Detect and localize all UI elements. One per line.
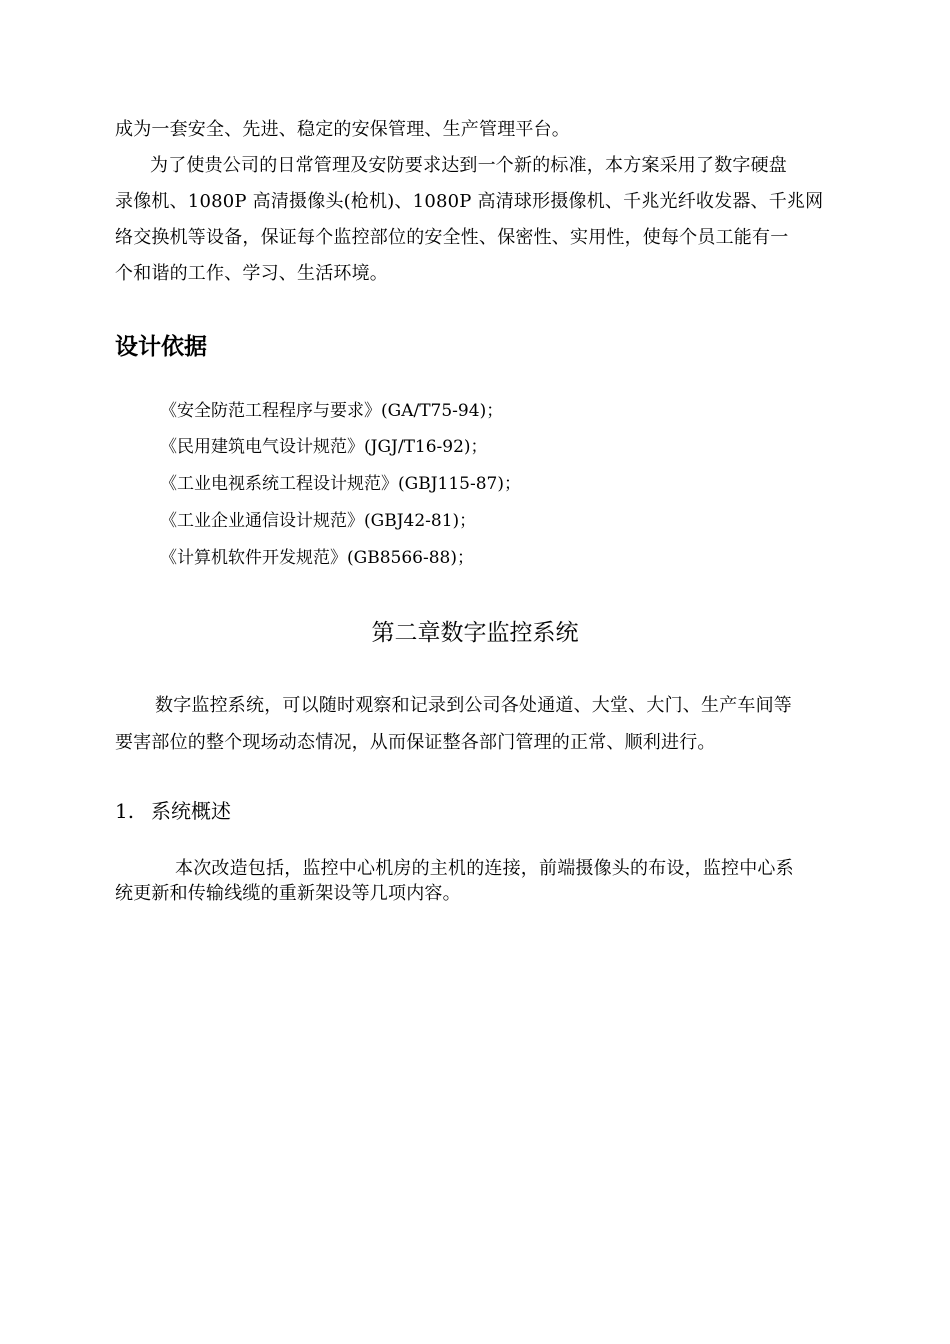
reference-item: 《安全防范工程程序与要求》(GA/T75-94)； [160,401,504,421]
chapter-title: 第二章数字监控系统 [371,620,579,646]
reference-item: 《工业电视系统工程设计规范》(GBJ115-87)； [160,474,521,494]
reference-item: 《民用建筑电气设计规范》(JGJ/T16-92)； [160,437,488,457]
section1-para-line-2: 统更新和传输线缆的重新架设等几项内容。 [115,883,461,904]
intro-para2-line-2: 录像机、1080P 高清摄像头(枪机)、1080P 高清球形摄像机、千兆光纤收发器、千兆网 [115,191,824,212]
design-basis-heading: 设计依据 [115,334,207,360]
intro-para2-line-4: 个和谐的工作、学习、生活环境。 [115,263,388,284]
intro-para2-line-1: 为了使贵公司的日常管理及安防要求达到一个新的标准，本方案采用了数字硬盘 [150,155,787,176]
section-heading [115,798,231,824]
section1-para-line-1: 本次改造包括，监控中心机房的主机的连接，前端摄像头的布设，监控中心系 [175,858,794,879]
reference-item: 《计算机软件开发规范》(GB8566-88)； [160,548,474,568]
intro-line-1: 成为一套安全、先进、稳定的安保管理、生产管理平台。 [115,119,570,140]
section-title: 系统概述 [151,799,231,823]
intro-para2-line-3: 络交换机等设备，保证每个监控部位的安全性、保密性、实用性，使每个员工能有一 [115,227,789,248]
chapter2-para-line-2: 要害部位的整个现场动态情况，从而保证整各部门管理的正常、顺利进行。 [115,732,716,753]
section-number: 1. [115,799,135,823]
chapter2-para-line-1: 数字监控系统，可以随时观察和记录到公司各处通道、大堂、大门、生产车间等 [155,695,792,716]
reference-item: 《工业企业通信设计规范》(GBJ42-81)； [160,511,477,531]
